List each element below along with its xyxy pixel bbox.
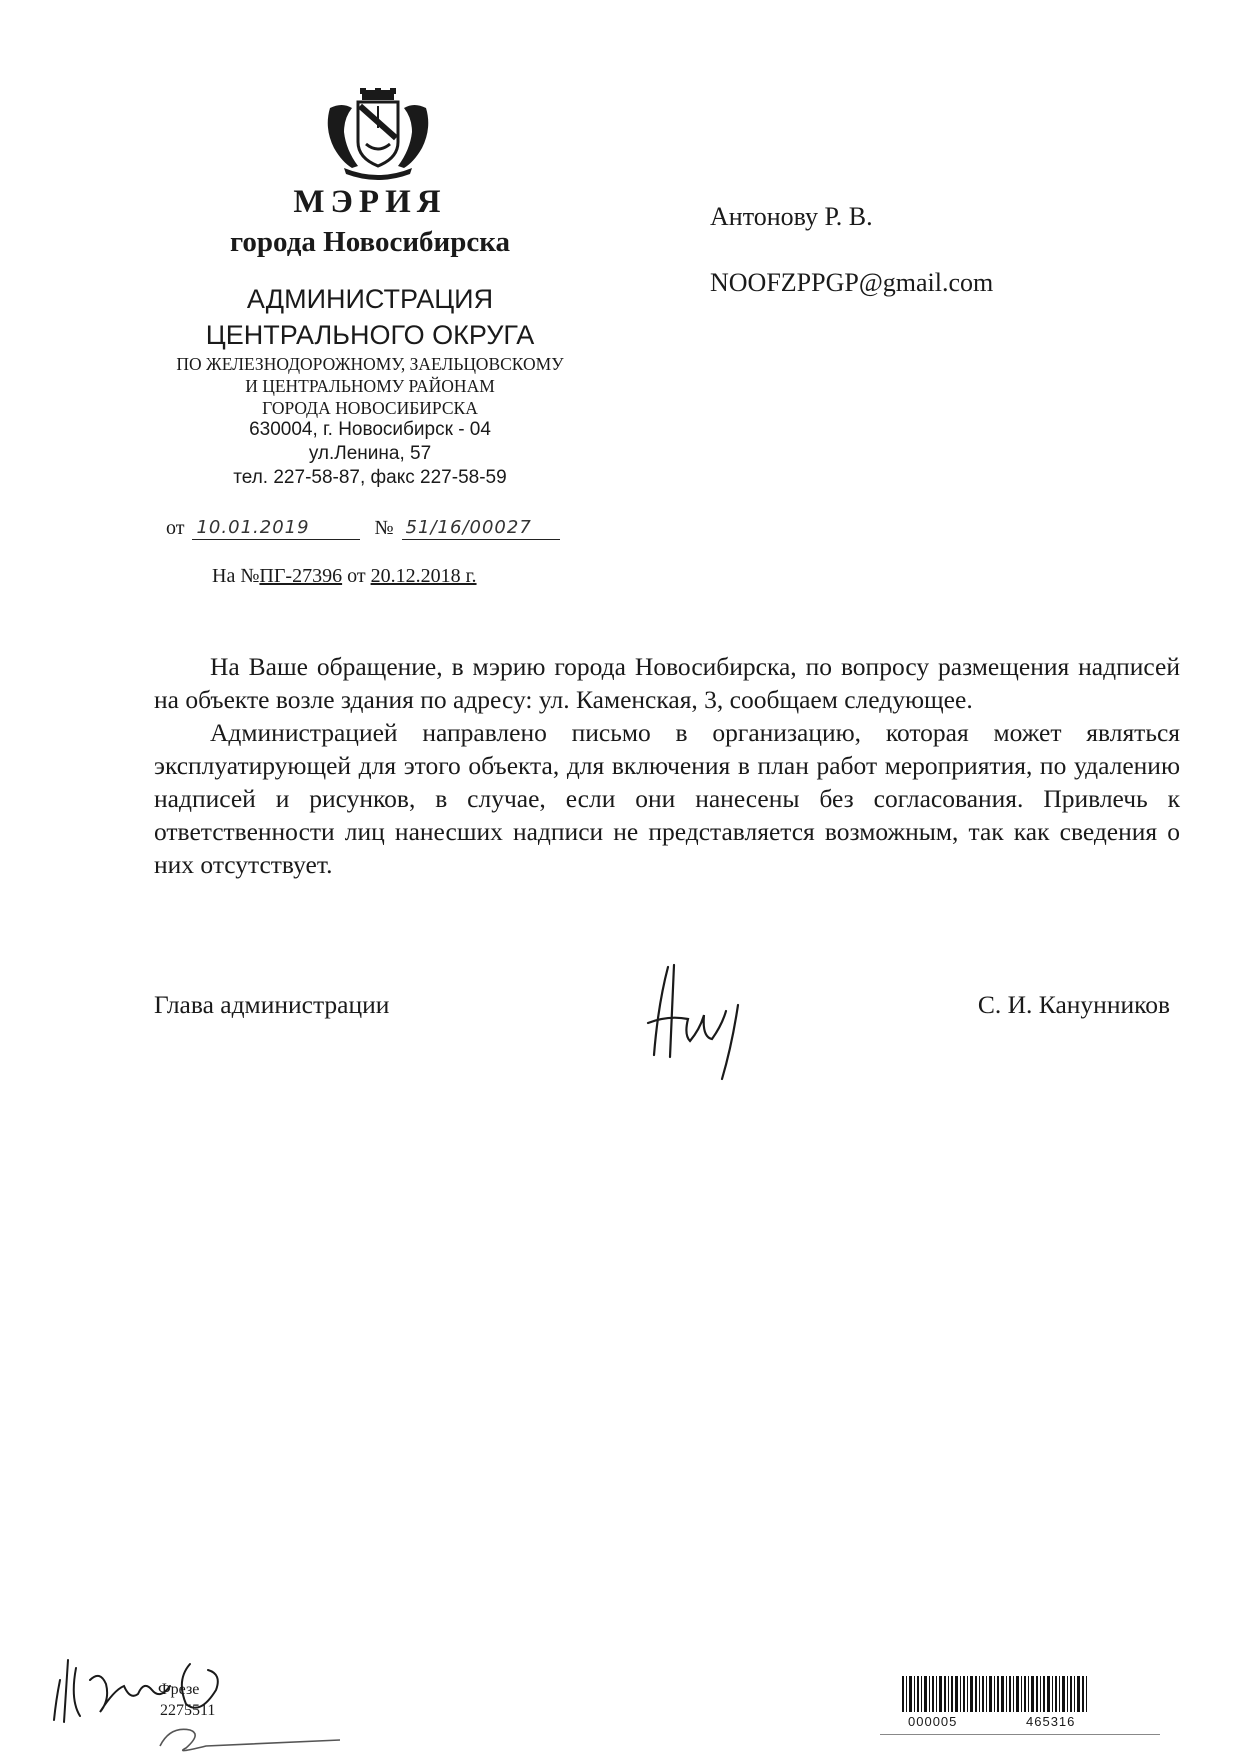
bottom-divider: [880, 1734, 1160, 1735]
signatory-name: С. И. Канунников: [977, 990, 1170, 1019]
barcode-icon: [900, 1676, 1090, 1712]
from-label: от: [166, 517, 185, 539]
registration-number: 51/16/00027: [402, 517, 560, 540]
districts-line: И ЦЕНТРАЛЬНОМУ РАЙОНАМ: [245, 376, 495, 396]
addressee-email: NOOFZPPGP@gmail.com: [710, 268, 994, 297]
postal-address: 630004, г. Новосибирск - 04: [249, 419, 491, 440]
street-address: ул.Ленина, 57: [308, 443, 432, 464]
executor-phone: 2275511: [160, 1702, 216, 1719]
barcode-digits-left: 000005: [908, 1714, 958, 1729]
letter-body: [154, 650, 1180, 881]
ref-number-label: №: [240, 565, 260, 587]
executor-name: Фрезе: [158, 1681, 200, 1698]
registration-date: 10.01.2019: [192, 517, 360, 540]
ref-number: ПГ-27396: [259, 565, 343, 587]
contact-phones: тел. 227-58-87, факс 227-58-59: [233, 467, 507, 488]
number-label: №: [374, 517, 394, 539]
administration-title: АДМИНИСТРАЦИЯ: [246, 284, 494, 314]
districts-line: ГОРОДА НОВОСИБИРСКА: [262, 398, 478, 418]
districts-line: ПО ЖЕЛЕЗНОДОРОЖНОМУ, ЗАЕЛЬЦОВСКОМУ: [176, 354, 564, 374]
coat-of-arms-icon: [322, 88, 434, 180]
addressee-name: Антонову Р. В.: [710, 202, 873, 231]
reference-line: [212, 565, 477, 588]
body-paragraph: Администрацией направлено письмо в организацию, которая может являться эксплуатирующей для этого объекта, для включения в план работ мероприятия, по удалению надписей и рисунков, в случае, если они нанесены без согласования. Привлечь к ответственности лиц нанесших надписи не представляется возможным, так как сведения о них отсутствует.: [154, 718, 1180, 879]
barcode-digits-right: 465316: [1026, 1714, 1076, 1729]
ref-from-label: от: [347, 565, 366, 587]
body-paragraph: На Ваше обращение, в мэрию города Новосибирска, по вопросу размещения надписей на объекте возле здания по адресу: ул. Каменская, 3, сообщаем следующее.: [154, 652, 1180, 714]
mayoralty-title: МЭРИЯ: [293, 184, 447, 220]
ref-date: 20.12.2018 г.: [370, 565, 477, 587]
ref-prefix: На: [212, 565, 236, 587]
district-title: ЦЕНТРАЛЬНОГО ОКРУГА: [205, 320, 535, 350]
pen-stroke-icon: [130, 1720, 350, 1754]
registration-line: [166, 510, 586, 540]
handwritten-signature-icon: [628, 945, 768, 1085]
signatory-title: Глава администрации: [154, 990, 390, 1019]
city-title: города Новосибирска: [229, 226, 511, 258]
